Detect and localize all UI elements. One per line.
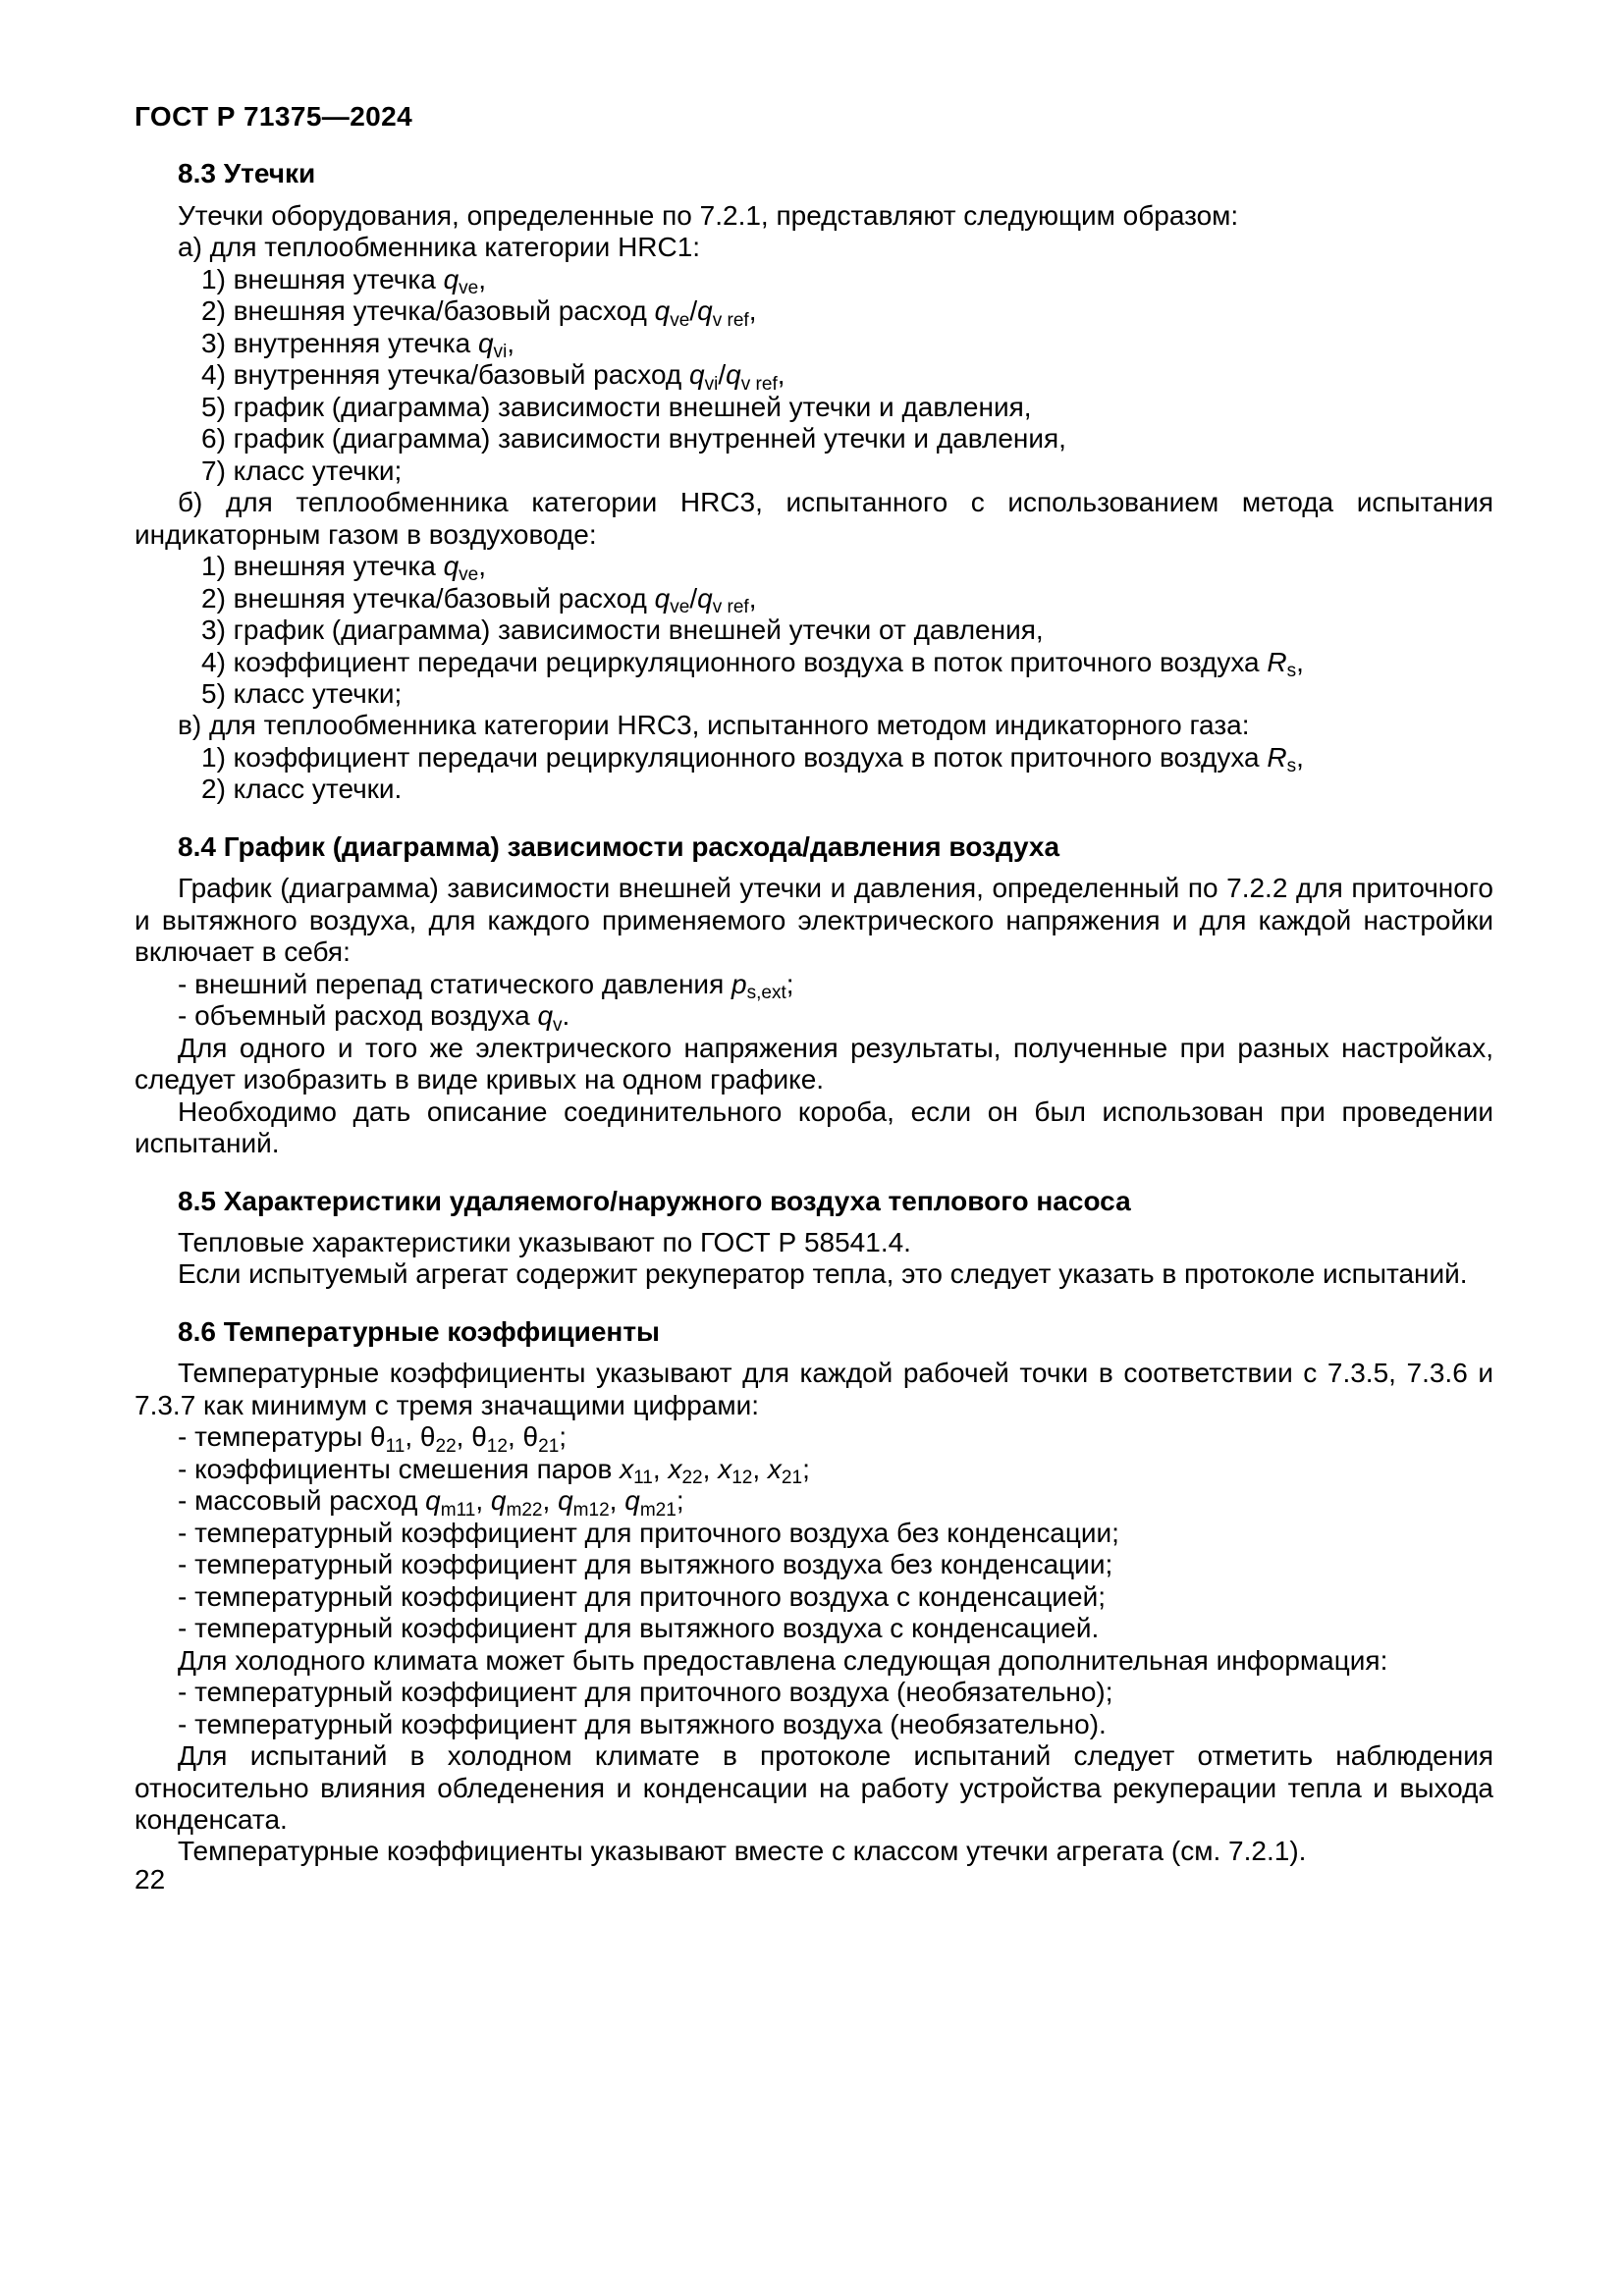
paragraph: Тепловые характеристики указывают по ГОСТ Р 58541.4. <box>178 1227 911 1257</box>
list-item-number: 3) внутренняя утечка $q_{vi}$, <box>201 327 515 363</box>
page-content <box>135 101 1493 1868</box>
list-item-number: 3) график (диаграмма) зависимости внешней утечки от давления, <box>201 614 1044 646</box>
paragraph: Утечки оборудования, определенные по 7.2.1, представляют следующим образом: <box>178 199 1239 231</box>
list-item-dash: - внешний перепад статического давления $p_{s,ext}$; <box>178 968 794 1004</box>
list-item-number: 2) внешняя утечка/базовый расход $q_{ve}/q_{v ref}$, <box>201 295 757 331</box>
paragraph: Для холодного климата может быть предоставлена следующая дополнительная информация: <box>178 1644 1388 1676</box>
list-item-dash: - температурный коэффициент для вытяжного воздуха без конденсации; <box>178 1549 1113 1580</box>
list-item-dash: - температурный коэффициент для вытяжного воздуха с конденсацией. <box>178 1613 1100 1644</box>
list-item-letter: а) для теплообменника категории HRC1: <box>178 232 701 263</box>
document-header: ГОСТ Р 71375—2024 <box>135 101 413 132</box>
list-item-dash: - объемный расход воздуха $q_v$. <box>178 1000 570 1036</box>
list-item-number: 1) внешняя утечка $q_{ve}$, <box>201 263 487 299</box>
document-body <box>135 158 1493 1867</box>
list-item-number: 1) внешняя утечка $q_{ve}$, <box>201 551 487 586</box>
page-number: 22 <box>135 1864 166 1895</box>
list-item-letter: б) для теплообменника категории HRC3, испытанного с использованием метода испытания индикаторным газом в воздуховоде: <box>135 487 1493 550</box>
list-item-dash: - массовый расход $q_{m11}$, $q_{m22}$, $q_{m12}$, $q_{m21}$; <box>178 1485 684 1521</box>
section-heading: 8.3 Утечки <box>178 158 316 189</box>
section-heading: 8.5 Характеристики удаляемого/наружного воздуха теплового насоса <box>178 1185 1131 1216</box>
paragraph: Температурные коэффициенты указывают для каждой рабочей точки в соответствии с 7.3.5, 7.3.6 и 7.3.7 как минимум с тремя значащими цифрами: <box>135 1358 1493 1420</box>
list-item-number: 2) класс утечки. <box>201 774 403 805</box>
list-item-number: 4) коэффициент передачи рециркуляционного воздуха в поток приточного воздуха $R_s$, <box>201 646 1304 681</box>
list-item-number: 7) класс утечки; <box>201 454 403 486</box>
list-item-dash: - температурный коэффициент для приточного воздуха с конденсацией; <box>178 1580 1106 1612</box>
list-item-dash: - температуры $\theta_{11}$, $\theta_{22}$, $\theta_{12}$, $\theta_{21}$; <box>178 1421 568 1457</box>
list-item-number: 6) график (диаграмма) зависимости внутренней утечки и давления, <box>201 423 1066 454</box>
list-item-number: 5) класс утечки; <box>201 677 403 709</box>
paragraph: Если испытуемый агрегат содержит рекуператор тепла, это следует указать в протоколе испытаний. <box>178 1258 1468 1290</box>
paragraph: Для испытаний в холодном климате в протоколе испытаний следует отметить наблюдения относительно влияния обледенения и конденсации на работу устройства рекуперации тепла и выхода конденсата. <box>135 1740 1493 1835</box>
list-item-number: 2) внешняя утечка/базовый расход $q_{ve}/q_{v ref}$, <box>201 582 757 617</box>
paragraph: Необходимо дать описание соединительного короба, если он был использован при проведении испытаний. <box>135 1095 1493 1159</box>
paragraph: Температурные коэффициенты указывают вместе с классом утечки агрегата (см. 7.2.1). <box>178 1836 1307 1867</box>
section-heading: 8.4 График (диаграмма) зависимости расхода/давления воздуха <box>178 830 1060 862</box>
list-item-dash: - коэффициенты смешения паров $x_{11}$, $x_{22}$, $x_{12}$, $x_{21}$; <box>178 1453 810 1489</box>
list-item-number: 1) коэффициент передачи рециркуляционного воздуха в поток приточного воздуха $R_s$, <box>201 741 1304 777</box>
list-item-letter: в) для теплообменника категории HRC3, испытанного методом индикаторного газа: <box>178 710 1250 741</box>
list-item-number: 4) внутренняя утечка/базовый расход $q_{vi}/q_{v ref}$, <box>201 359 785 395</box>
paragraph: Для одного и того же электрического напряжения результаты, полученные при разных настройках, следует изобразить в виде кривых на одном графике. <box>135 1032 1493 1095</box>
list-item-dash: - температурный коэффициент для приточного воздуха без конденсации; <box>178 1517 1119 1548</box>
section-heading: 8.6 Температурные коэффициенты <box>178 1315 660 1347</box>
paragraph: График (диаграмма) зависимости внешней утечки и давления, определенный по 7.2.2 для приточного и вытяжного воздуха, для каждого применяемого электрического напряжения и для каждой настройки включает в себя: <box>135 873 1493 968</box>
list-item-dash: - температурный коэффициент для приточного воздуха (необязательно); <box>178 1677 1113 1708</box>
list-item-number: 5) график (диаграмма) зависимости внешней утечки и давления, <box>201 391 1032 422</box>
list-item-dash: - температурный коэффициент для вытяжного воздуха (необязательно). <box>178 1708 1107 1739</box>
